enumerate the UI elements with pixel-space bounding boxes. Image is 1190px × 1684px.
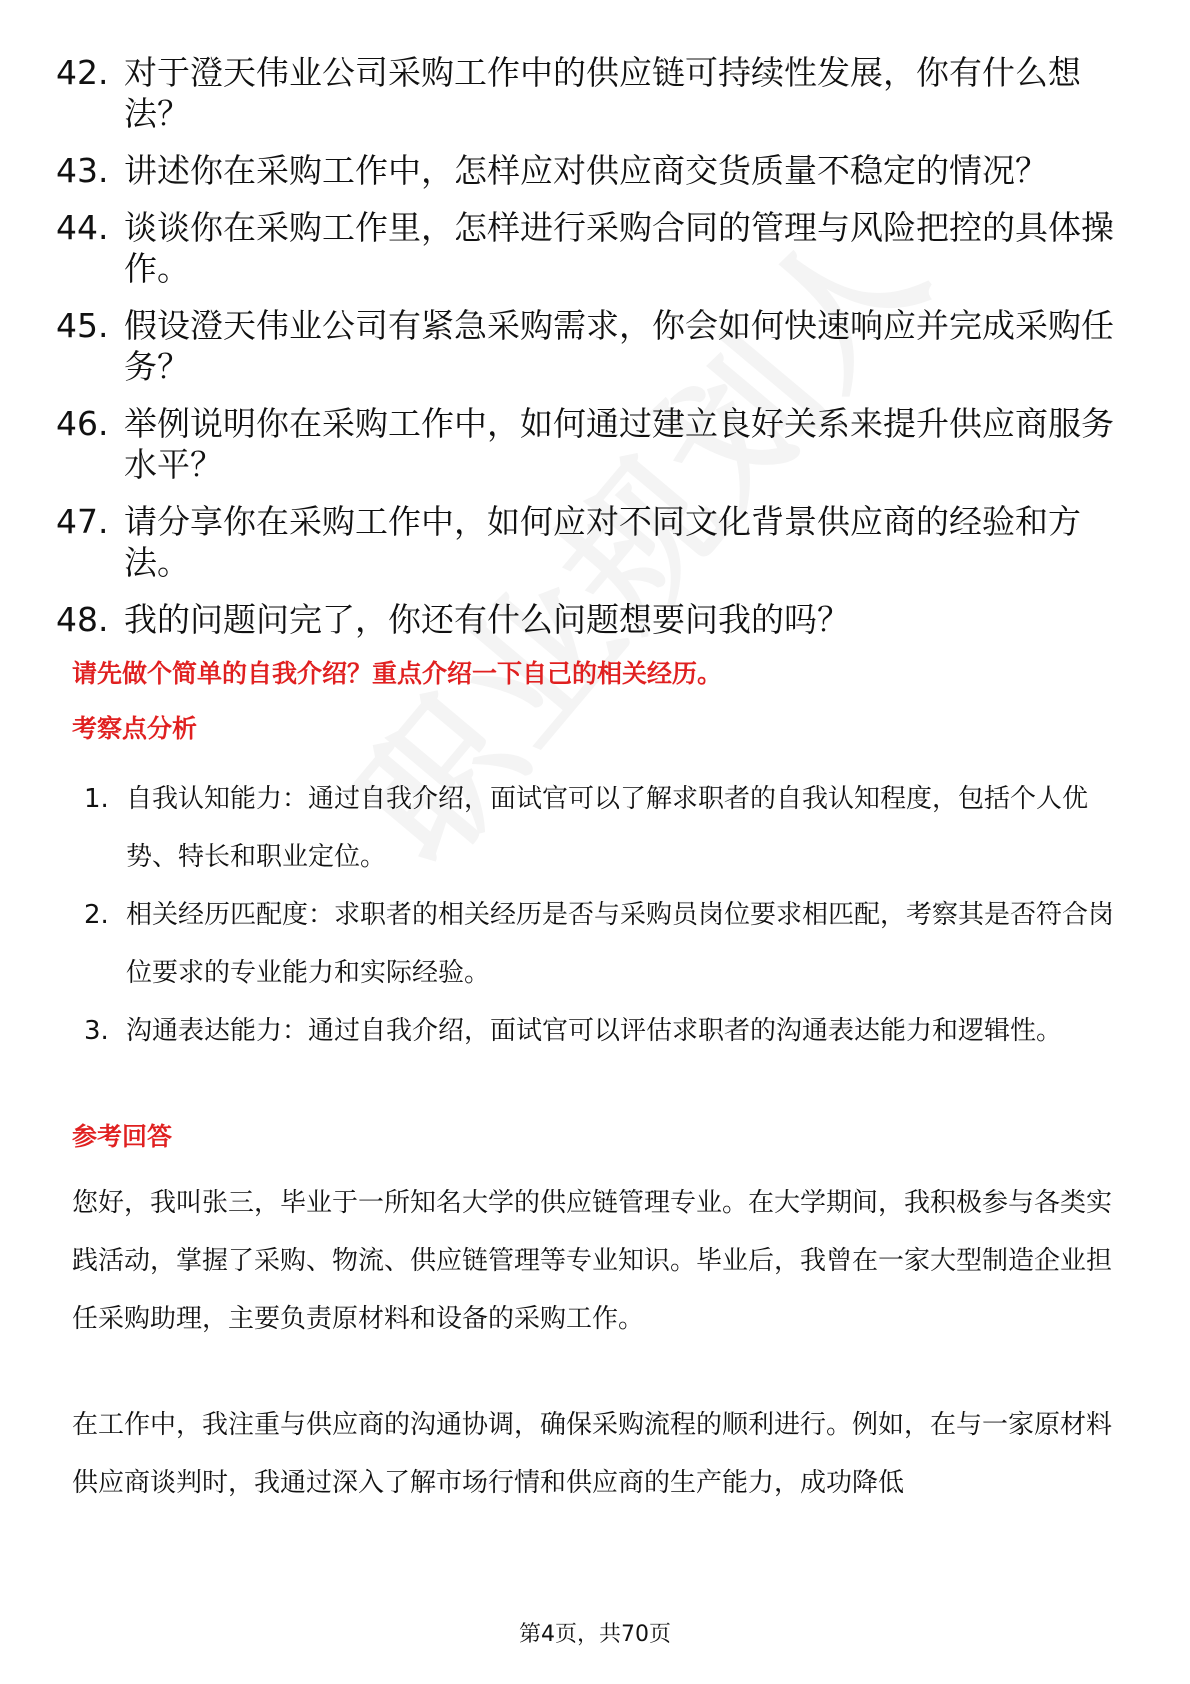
list-item: [56, 305, 1116, 387]
list-item: [84, 1002, 1124, 1060]
answer-paragraph: 在工作中，我注重与供应商的沟通协调，确保采购流程的顺利进行。例如，在与一家原材料供应商谈判时，我通过深入了解市场行情和供应商的生产能力，成功降低: [72, 1410, 1113, 1498]
list-item: [56, 599, 1116, 640]
item-number: 3.: [84, 1016, 109, 1046]
list-item: [56, 207, 1116, 289]
item-number: 46.: [56, 404, 109, 443]
item-number: 44.: [56, 208, 109, 247]
question-text: 谈谈你在采购工作里，怎样进行采购合同的管理与风险把控的具体操作。: [124, 208, 1114, 288]
list-item: [56, 501, 1116, 583]
page-number: 第4页，共70页: [519, 1622, 671, 1647]
answer-heading: 参考回答: [72, 1122, 173, 1151]
question-list: [56, 52, 1116, 656]
list-item: [84, 770, 1124, 886]
item-number: 47.: [56, 502, 109, 541]
analysis-text: 相关经历匹配度：求职者的相关经历是否与采购员岗位要求相匹配，考察其是否符合岗位要求的专业能力和实际经验。: [126, 900, 1115, 988]
question-text: 请分享你在采购工作中，如何应对不同文化背景供应商的经验和方法。: [124, 502, 1081, 582]
analysis-text: 沟通表达能力：通过自我介绍，面试官可以评估求职者的沟通表达能力和逻辑性。: [126, 1016, 1063, 1046]
analysis-list: [84, 770, 1124, 1060]
item-number: 48.: [56, 600, 109, 639]
question-text: 假设澄天伟业公司有紧急采购需求，你会如何快速响应并完成采购任务？: [124, 306, 1114, 386]
question-text: 讲述你在采购工作中，怎样应对供应商交货质量不稳定的情况？: [124, 151, 1048, 190]
question-text: 我的问题问完了，你还有什么问题想要问我的吗？: [124, 600, 850, 639]
item-number: 1.: [84, 784, 109, 814]
question-text: 举例说明你在采购工作中，如何通过建立良好关系来提升供应商服务水平？: [124, 404, 1114, 484]
list-item: [56, 150, 1116, 191]
list-item: [56, 403, 1116, 485]
item-number: 43.: [56, 151, 109, 190]
item-number: 42.: [56, 53, 109, 92]
item-number: 2.: [84, 900, 109, 930]
answer-paragraph: 您好，我叫张三，毕业于一所知名大学的供应链管理专业。在大学期间，我积极参与各类实践活动，掌握了采购、物流、供应链管理等专业知识。毕业后，我曾在一家大型制造企业担任采购助理，主要负责原材料和设备的采购工作。: [72, 1188, 1113, 1334]
list-item: [56, 52, 1116, 134]
analysis-heading: 考察点分析: [72, 714, 198, 743]
question-heading: 请先做个简单的自我介绍？重点介绍一下自己的相关经历。: [72, 659, 723, 688]
analysis-text: 自我认知能力：通过自我介绍，面试官可以了解求职者的自我认知程度，包括个人优势、特长和职业定位。: [126, 784, 1089, 872]
question-text: 对于澄天伟业公司采购工作中的供应链可持续性发展，你有什么想法？: [124, 53, 1081, 133]
item-number: 45.: [56, 306, 109, 345]
list-item: [84, 886, 1124, 1002]
